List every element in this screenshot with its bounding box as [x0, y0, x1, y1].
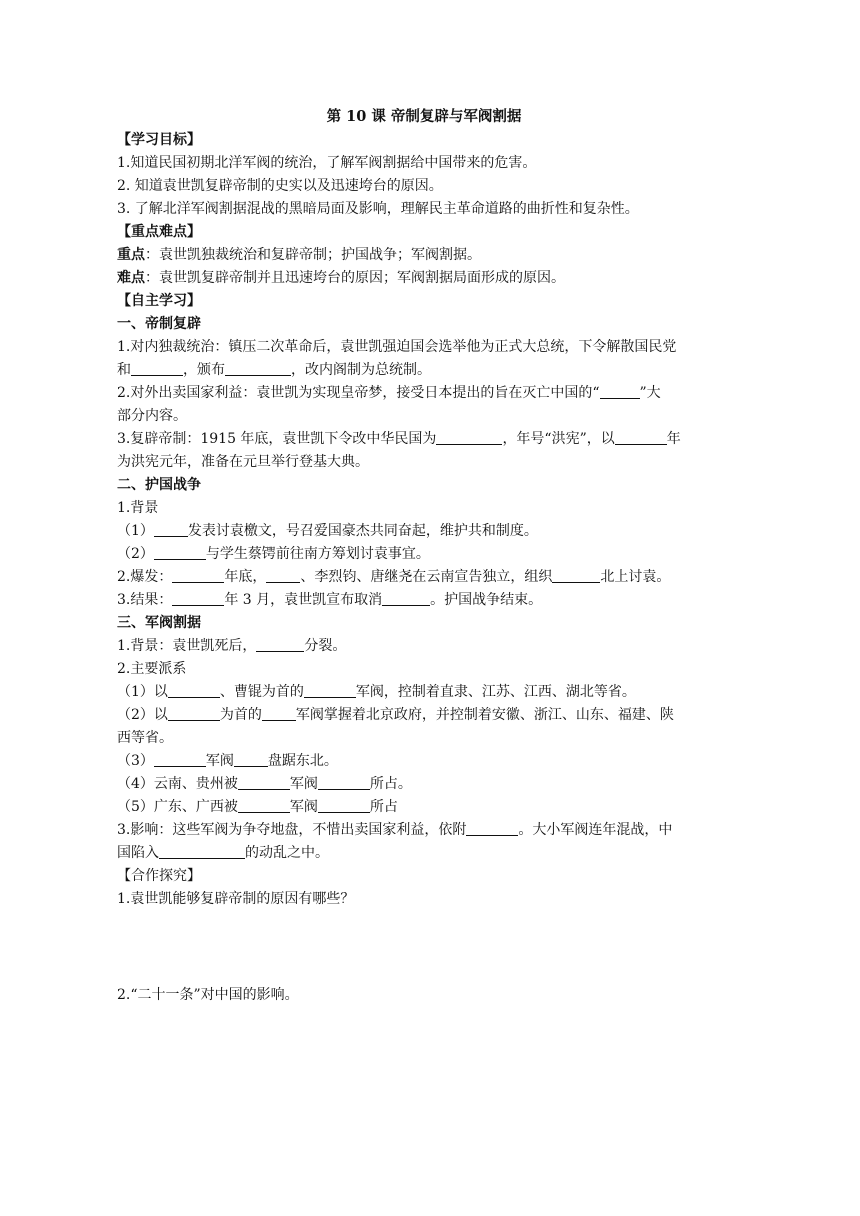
s3-impact-line1: [117, 819, 731, 842]
s3-background: [117, 635, 731, 658]
text-fragment: 与学生蔡锷前往南方筹划讨袁事宜。: [205, 546, 430, 562]
fill-blank[interactable]: [168, 706, 220, 721]
s3-faction-5: [117, 796, 731, 819]
text-fragment: ，年号“洪宪”，以: [502, 431, 615, 447]
s2-result: [117, 589, 731, 612]
section-1-title: 一、帝制复辟: [117, 316, 201, 332]
text-fragment: （3）: [117, 753, 154, 769]
text-fragment: 北上讨袁。: [600, 569, 671, 585]
fill-blank[interactable]: [382, 591, 430, 606]
fill-blank[interactable]: [256, 637, 304, 652]
s1-item1-line1: 1.对内独裁统治：镇压二次革命后，袁世凯强迫国会选举他为正式大总统，下令解散国民党: [117, 339, 677, 355]
inquiry-question-2: 2.“二十一条”对中国的影响。: [117, 987, 299, 1003]
text-fragment: 国陷入: [117, 845, 159, 861]
section-2-title: 二、护国战争: [117, 477, 201, 493]
s1-item3-line1: [117, 428, 731, 451]
fill-blank[interactable]: [154, 752, 206, 767]
fill-blank[interactable]: [318, 775, 370, 790]
s3-faction-1: [117, 681, 731, 704]
fill-blank[interactable]: [154, 522, 188, 537]
s3-faction-3: [117, 750, 731, 773]
text-fragment: 军阀: [289, 776, 318, 792]
objective-1: 1.知道民国初期北洋军阀的统治，了解军阀割据给中国带来的危害。: [117, 155, 537, 171]
text-fragment: （2）: [117, 546, 154, 562]
text-fragment: 、李烈钧、唐继尧在云南宣告独立，组织: [300, 569, 553, 585]
text-fragment: 发表讨袁檄文，号召爱国豪杰共同奋起，维护共和制度。: [187, 523, 538, 539]
fill-blank[interactable]: [154, 545, 206, 560]
text-fragment: （5）广东、广西被: [117, 799, 238, 815]
text-fragment: 军阀: [289, 799, 318, 815]
fill-blank[interactable]: [552, 568, 600, 583]
s3-faction-4: [117, 773, 731, 796]
answer-space-spacer: [117, 966, 731, 984]
text-fragment: （4）云南、贵州被: [117, 776, 238, 792]
text-fragment: 和: [117, 362, 131, 378]
text-fragment: 军阀，控制着直隶、江苏、江西、湖北等省。: [355, 684, 636, 700]
s2-background: 1.背景: [117, 500, 159, 516]
text-fragment: 为首的: [219, 707, 262, 723]
fill-blank[interactable]: [615, 430, 667, 445]
text-fragment: （1）以: [117, 684, 168, 700]
s3-faction-2-line1: [117, 704, 731, 727]
text-fragment: 军阀掌握着北京政府，并控制着安徽、浙江、山东、福建、陕: [295, 707, 674, 723]
s3-faction-2-line2: 西等省。: [117, 730, 173, 746]
fill-blank[interactable]: [131, 361, 183, 376]
fill-blank[interactable]: [172, 591, 224, 606]
answer-space-1[interactable]: [117, 911, 731, 966]
text-fragment: 3.复辟帝制：1915 年底，袁世凯下令改中华民国为: [117, 431, 437, 447]
fill-blank[interactable]: [238, 798, 290, 813]
heading-self-study: 【自主学习】: [117, 293, 201, 309]
fill-blank[interactable]: [234, 752, 268, 767]
inquiry-question-1: 1.袁世凯能够复辟帝制的原因有哪些？: [117, 891, 355, 907]
heading-cooperative-inquiry: 【合作探究】: [117, 868, 201, 884]
text-fragment: ，改内阁制为总统制。: [291, 362, 431, 378]
text-fragment: ”大: [639, 385, 661, 401]
s2-background-2: [117, 543, 731, 566]
fill-blank[interactable]: [262, 706, 296, 721]
s1-item1-line2: [117, 359, 731, 382]
section-3-title: 三、军阀割据: [117, 615, 201, 631]
fill-blank[interactable]: [238, 775, 290, 790]
difficulty-line: [117, 267, 731, 290]
objective-2: 2. 知道袁世凯复辟帝制的史实以及迅速垮台的原因。: [117, 178, 443, 194]
s1-item2-line2: 部分内容。: [117, 408, 187, 424]
text-fragment: 2.爆发：: [117, 569, 173, 585]
fill-blank[interactable]: [600, 384, 640, 399]
key-label: 重点: [117, 247, 145, 263]
text-fragment: 所占: [369, 799, 398, 815]
fill-blank[interactable]: [466, 821, 518, 836]
fill-blank[interactable]: [172, 568, 224, 583]
difficulty-text: ：袁世凯复辟帝制并且迅速垮台的原因；军阀割据局面形成的原因。: [145, 270, 565, 286]
fill-blank[interactable]: [436, 430, 502, 445]
text-fragment: 年 3 月，袁世凯宣布取消: [224, 592, 383, 608]
text-fragment: 军阀: [205, 753, 234, 769]
fill-blank[interactable]: [266, 568, 300, 583]
fill-blank[interactable]: [304, 683, 356, 698]
fill-blank[interactable]: [159, 844, 245, 859]
text-fragment: ，颁布: [183, 362, 225, 378]
text-fragment: 3.结果：: [117, 592, 173, 608]
text-fragment: 的动乱之中。: [245, 845, 329, 861]
text-fragment: 。大小军阀连年混战，中: [518, 822, 673, 838]
s1-item3-line2: 为洪宪元年，准备在元旦举行登基大典。: [117, 454, 369, 470]
fill-blank[interactable]: [168, 683, 220, 698]
text-fragment: 所占。: [369, 776, 412, 792]
text-fragment: 分裂。: [304, 638, 347, 654]
text-fragment: 2.对外出卖国家利益：袁世凯为实现皇帝梦，接受日本提出的旨在灭亡中国的“: [117, 385, 600, 401]
text-fragment: 3.影响：这些军阀为争夺地盘，不惜出卖国家利益，依附: [117, 822, 467, 838]
s2-background-1: [117, 520, 731, 543]
text-fragment: 1.背景：袁世凯死后，: [117, 638, 257, 654]
worksheet-content: [117, 105, 731, 1007]
key-text: ：袁世凯独裁统治和复辟帝制；护国战争；军阀割据。: [145, 247, 481, 263]
text-fragment: （1）: [117, 523, 154, 539]
text-fragment: 、曹锟为首的: [219, 684, 304, 700]
text-fragment: 。护国战争结束。: [430, 592, 543, 608]
difficulty-label: 难点: [117, 270, 145, 286]
key-point-line: [117, 244, 731, 267]
text-fragment: （2）以: [117, 707, 168, 723]
fill-blank[interactable]: [225, 361, 291, 376]
heading-key-points: 【重点难点】: [117, 224, 201, 240]
s3-main-factions: 2.主要派系: [117, 661, 187, 677]
s3-impact-line2: [117, 842, 731, 865]
heading-objectives: 【学习目标】: [117, 132, 201, 148]
fill-blank[interactable]: [318, 798, 370, 813]
s1-item2-line1: [117, 382, 731, 405]
text-fragment: 年: [666, 431, 681, 447]
text-fragment: 盘踞东北。: [267, 753, 338, 769]
lesson-title: 第 10 课 帝制复辟与军阀割据: [326, 108, 522, 125]
s2-outbreak: [117, 566, 731, 589]
text-fragment: 年底，: [224, 569, 267, 585]
objective-3: 3. 了解北洋军阀割据混战的黑暗局面及影响，理解民主革命道路的曲折性和复杂性。: [117, 201, 639, 217]
